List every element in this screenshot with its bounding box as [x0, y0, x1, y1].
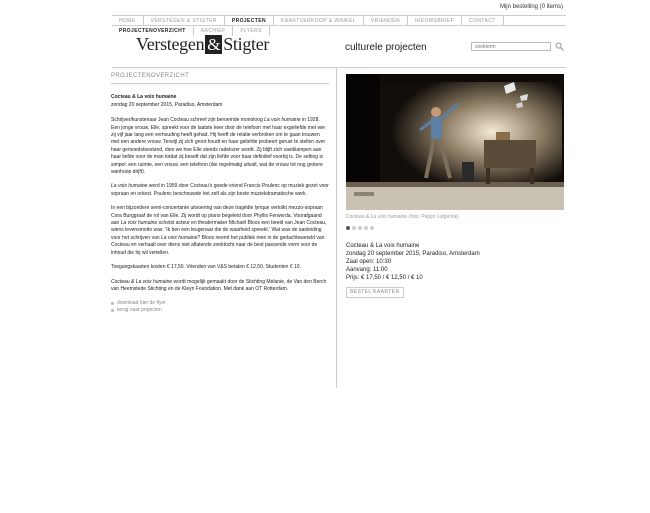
- search-icon[interactable]: [555, 42, 564, 51]
- article-paragraph-3: [111, 205, 329, 257]
- article-header: [111, 94, 329, 109]
- logo-ampersand: &: [207, 35, 221, 54]
- nav-item-verstegen-and-stigter[interactable]: VERSTEGEN & STIGTER: [144, 16, 225, 25]
- p5-text-a: wordt mogelijk gemaakt door de Stichting Melanie, de Van den Berch van Heemstede Stichting en de Kleyn Foundation. Met dank aan OT Rotterdam.: [111, 278, 327, 292]
- main-nav: [112, 15, 566, 26]
- p1-title-italic: La voix humaine: [264, 117, 301, 124]
- article-date-venue: zondag 20 september 2015, Paradiso, Amsterdam: [111, 101, 223, 108]
- event-doors: Zaal open: 10:30: [346, 259, 392, 266]
- nav-item-projecten[interactable]: PROJECTEN: [225, 16, 274, 25]
- article-title: Cocteau & La voix humaine: [111, 94, 177, 101]
- article-paragraph-5: [111, 279, 329, 294]
- event-start: Aanvang: 11:00: [346, 267, 388, 274]
- performance-photo[interactable]: [346, 74, 564, 210]
- subnav-item-archief[interactable]: ARCHIEF: [194, 26, 234, 36]
- event-title: Cocteau & La voix humaine: [346, 243, 420, 249]
- nav-item-vrienden[interactable]: VRIENDEN: [364, 16, 408, 25]
- logo-part1: Verstegen: [136, 34, 205, 54]
- p1-text-a: Schrijver/kunstenaar Jean Cocteau schreef zijn beroemde monoloog: [111, 117, 265, 124]
- p5-title-italic: Cocteau & La voix humaine: [111, 278, 173, 285]
- nav-item-nieuwsbrief[interactable]: NIEUWSBRIEF: [408, 16, 462, 25]
- logo-part2: Stigter: [223, 34, 270, 54]
- event-info: [346, 242, 564, 282]
- slideshow-dot[interactable]: [364, 226, 368, 230]
- slideshow-dot[interactable]: [352, 226, 356, 230]
- nav-item-home[interactable]: HOME: [112, 16, 144, 25]
- header-divider: [112, 67, 566, 68]
- section-title: PROJECTENOVERZICHT: [111, 72, 329, 84]
- article-paragraph-2: [111, 183, 329, 198]
- article-paragraph-1: [111, 117, 329, 176]
- nav-item-contact[interactable]: CONTACT: [462, 16, 504, 25]
- download-flyer-link[interactable]: [111, 300, 329, 307]
- buy-tickets-button[interactable]: BESTEL KAARTEN: [346, 287, 404, 298]
- photo-caption: Cocteau & La voix humaine (foto: Pepijn Lutgerink): [346, 214, 459, 220]
- event-date: zondag 20 september 2015, Paradiso, Amsterdam: [346, 251, 480, 258]
- bullet-icon: [111, 309, 114, 312]
- p2-text-a: werd in 1959 door Cocteau’s goede vriend Francis Poulenc op muziek gezet voor sopraan en orkest. Poulenc beschouwde het zelf als zijn beste muziekdramatische werk.: [111, 183, 329, 197]
- subnav-item-projectenoverzicht[interactable]: PROJECTENOVERZICHT: [112, 26, 194, 36]
- event-prices: Prijs: € 17,50 / € 12,50 / € 10: [346, 275, 423, 282]
- stage-photo-illustration: [346, 74, 564, 210]
- slideshow-dot[interactable]: [346, 226, 350, 230]
- slideshow-dot[interactable]: [370, 226, 374, 230]
- p3-text-b: schetst acteur en theatermaker Michaël Bloos een beeld van Jean Cocteau, wiens levensmotto was: ‘Ik ben een leugenaar die de waarheid spreekt.’ Wat was de aanleiding voor het schrijven van: [111, 220, 327, 241]
- bullet-icon: [111, 302, 114, 305]
- p3-title-italic-2: La voix humaine: [161, 234, 198, 241]
- back-to-projects-label: terug naar projecten: [117, 307, 162, 314]
- p3-title-italic-1: La voix humaine: [120, 220, 158, 227]
- download-flyer-label: download hier de flyer: [117, 300, 166, 307]
- nav-item-kaartverkoop-and-winkel[interactable]: KAARTVERKOOP & WINKEL: [274, 16, 364, 25]
- site-tagline: culturele projecten: [345, 42, 427, 53]
- cart-link[interactable]: Mijn bestelling (0 items): [499, 4, 563, 10]
- p2-title-italic: La voix humaine: [111, 183, 148, 190]
- slideshow-dots: [346, 226, 564, 230]
- article-paragraph-4: Toegangskaarten kosten € 17,50. Vrienden van V&S betalen € 12,50. Studenten € 10.: [111, 264, 301, 271]
- p3-text-c: ? Bloos neemt het publiek mee in de gedachtewereld van Cocteau en verhaalt over diens niet aflatende zoektocht naar de best passende vorm voor de inhoud die hij wil vertellen.: [111, 234, 325, 256]
- article-links: [111, 300, 329, 314]
- slideshow-dot[interactable]: [358, 226, 362, 230]
- column-divider: [336, 68, 337, 388]
- media-column: [346, 74, 564, 298]
- subnav-item-flyers[interactable]: FLYERS: [233, 26, 269, 36]
- search-input[interactable]: [471, 42, 551, 51]
- p3-text-a: In een bijzondere semi-concertante uitvoering van deze tragédie lyrique vertolkt mezzo-sopraan Cora Burggraaf de rol van Elle. Zij wordt op piano begeleid door Phyllis Ferwerda. Voorafgaand aan: [111, 205, 323, 227]
- p1-text-b: in 1928. Een jonge vrouw, Elle, spreekt voor de laatste keer door de telefoon met haar exgeliefde met wie zij vijf jaar lang een verhouding heeft gehad. Hij heeft de relatie verbroken om te gaan trouwen met een andere vrouw. Terwijl zij zich groot houdt en haar geliefde probeert gerust te stellen over haar gemoedstoestand, dien we hoe Elle steeds radelozer wordt. Zij blijft zich vastklampen aan haar liefde voor de man totdat zij beseft dat zijn liefde voor haar definitief voorbij is. De setting is simpel: een ruimte, een vrouw, een telefoon (die regelmatig uitvalt, wat de vrouw tot nog grotere wanhoop drijft).: [111, 117, 326, 176]
- site-logo[interactable]: [136, 34, 269, 54]
- back-to-projects-link[interactable]: [111, 307, 329, 314]
- article-column: [111, 72, 329, 314]
